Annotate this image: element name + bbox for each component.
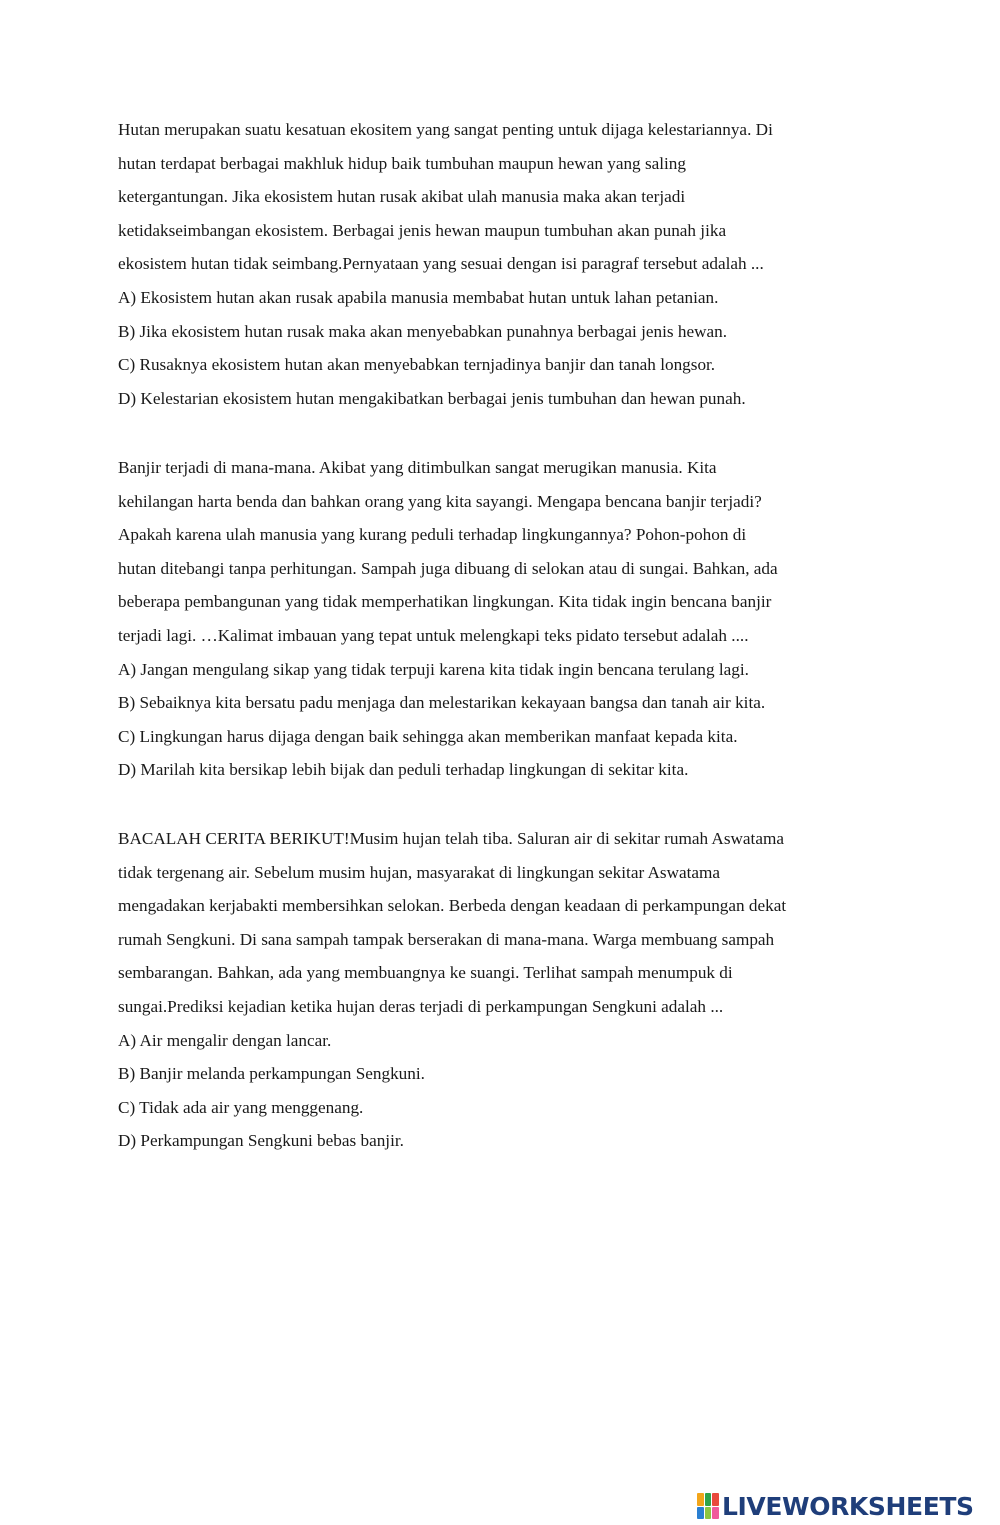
question-3-stem-line: sembarangan. Bahkan, ada yang membuangnya ke suangi. Terlihat sampah menumpuk di — [118, 963, 733, 983]
question-3-stem-line: BACALAH CERITA BERIKUT!Musim hujan telah tiba. Saluran air di sekitar rumah Aswatama — [118, 829, 784, 848]
liveworksheets-footer[interactable] — [697, 1488, 974, 1524]
logo-block — [697, 1507, 704, 1520]
question-3-stem-line: tidak tergenang air. Sebelum musim hujan, masyarakat di lingkungan sekitar Aswatama — [118, 862, 721, 882]
logo-block — [705, 1493, 712, 1506]
question-1-stem-line: ketergantungan. Jika ekosistem hutan rusak akibat ulah manusia maka akan terjadi — [118, 187, 686, 207]
question-1 — [118, 113, 908, 415]
question-1-stem-line: Hutan merupakan suatu kesatuan ekositem yang sangat penting untuk dijaga kelestariannya. Di — [118, 120, 773, 139]
question-3-stem-line: mengadakan kerjabakti membersihkan selokan. Berbeda dengan keadaan di perkampungan dekat — [118, 896, 787, 916]
question-2-stem-line: Banjir terjadi di mana-mana. Akibat yang ditimbulkan sangat merugikan manusia. Kita — [118, 458, 717, 477]
question-3-stem-line: sungai.Prediksi kejadian ketika hujan deras terjadi di perkampungan Sengkuni adalah ... — [118, 996, 724, 1016]
question-1-option-a: A) Ekosistem hutan akan rusak apabila manusia membabat hutan untuk lahan petanian. — [118, 287, 719, 307]
question-3-stem-line: rumah Sengkuni. Di sana sampah tampak berserakan di mana-mana. Warga membuang sampah — [118, 929, 775, 949]
question-3 — [118, 822, 908, 1158]
logo-block — [705, 1507, 712, 1520]
question-3-option-d: D) Perkampungan Sengkuni bebas banjir. — [118, 1131, 404, 1151]
logo-block — [697, 1493, 704, 1506]
question-1-option-b: B) Jika ekosistem hutan rusak maka akan menyebabkan punahnya berbagai jenis hewan. — [118, 321, 728, 341]
question-2-stem-line: Apakah karena ulah manusia yang kurang peduli terhadap lingkungannya? Pohon-pohon di — [118, 525, 747, 545]
question-1-stem-line: ketidakseimbangan ekosistem. Berbagai jenis hewan maupun tumbuhan akan punah jika — [118, 220, 727, 240]
logo-block — [712, 1507, 719, 1520]
question-2-option-a: A) Jangan mengulang sikap yang tidak terpuji karena kita tidak ingin bencana terulang lagi. — [118, 659, 749, 679]
question-1-stem-line: ekosistem hutan tidak seimbang.Pernyataan yang sesuai dengan isi paragraf tersebut adalah ... — [118, 254, 764, 274]
question-1-stem-line: hutan terdapat berbagai makhluk hidup baik tumbuhan maupun hewan yang saling — [118, 153, 686, 173]
logo-block — [712, 1493, 719, 1506]
question-2-option-b: B) Sebaiknya kita bersatu padu menjaga dan melestarikan kekayaan bangsa dan tanah air kita. — [118, 693, 766, 713]
question-2-stem-line: hutan ditebangi tanpa perhitungan. Sampah juga dibuang di selokan atau di sungai. Bahkan, ada — [118, 558, 778, 578]
liveworksheets-logo-icon — [697, 1493, 719, 1519]
question-2-option-c: C) Lingkungan harus dijaga dengan baik sehingga akan memberikan manfaat kepada kita. — [118, 726, 738, 746]
question-3-option-a: A) Air mengalir dengan lancar. — [118, 1030, 332, 1050]
question-2-stem-line: terjadi lagi. …Kalimat imbauan yang tepat untuk melengkapi teks pidato tersebut adalah .... — [118, 625, 749, 645]
question-1-option-d: D) Kelestarian ekosistem hutan mengakibatkan berbagai jenis tumbuhan dan hewan punah. — [118, 388, 746, 408]
question-1-option-c: C) Rusaknya ekosistem hutan akan menyebabkan ternjadinya banjir dan tanah longsor. — [118, 355, 716, 375]
question-2-stem-line: kehilangan harta benda dan bahkan orang yang kita sayangi. Mengapa bencana banjir terjadi? — [118, 491, 762, 511]
question-2-stem-line: beberapa pembangunan yang tidak memperhatikan lingkungan. Kita tidak ingin bencana banjir — [118, 592, 772, 612]
liveworksheets-brand: LIVEWORKSHEETS — [722, 1491, 974, 1521]
question-2 — [118, 451, 908, 787]
question-3-option-b: B) Banjir melanda perkampungan Sengkuni. — [118, 1064, 425, 1084]
question-2-option-d: D) Marilah kita bersikap lebih bijak dan peduli terhadap lingkungan di sekitar kita. — [118, 760, 689, 780]
question-3-option-c: C) Tidak ada air yang menggenang. — [118, 1097, 364, 1117]
